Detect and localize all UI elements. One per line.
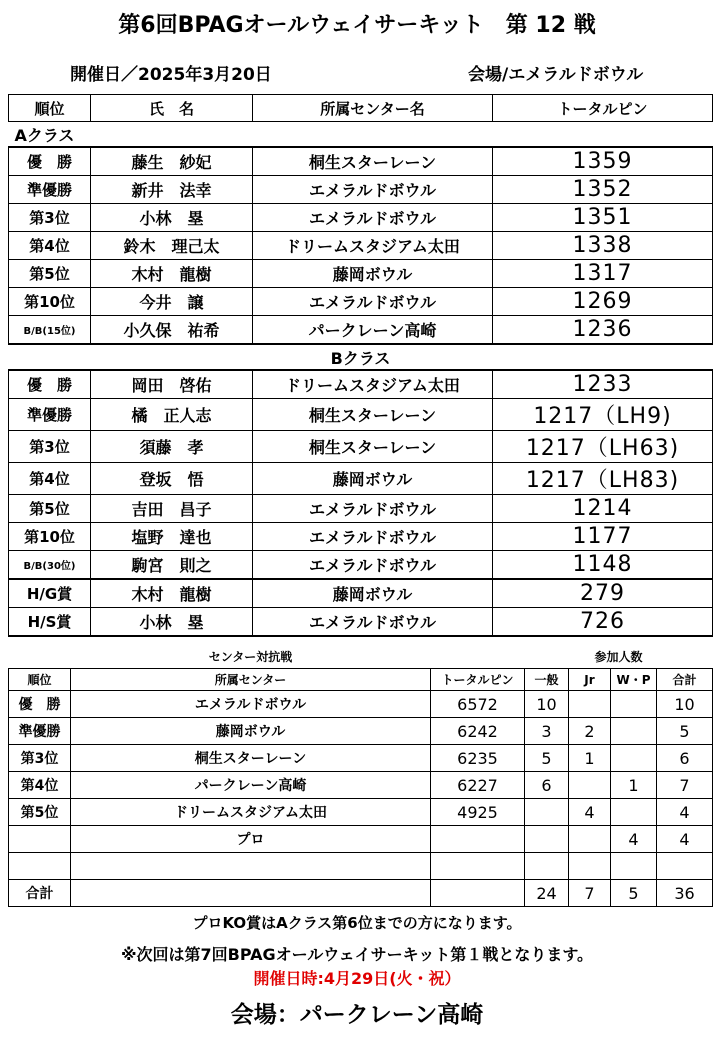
team-total-cell [657, 853, 713, 880]
team-pins-cell: 4925 [431, 799, 525, 826]
result-row [9, 431, 713, 463]
team-general-cell: 5 [525, 745, 569, 772]
participants-title: 参加人数 [594, 649, 643, 664]
class-a-rows [9, 147, 713, 344]
center-cell: パークレーン高崎 [253, 316, 493, 345]
team-jr-cell: 2 [569, 718, 611, 745]
name-cell: 小林 塁 [91, 204, 253, 232]
team-jr-cell: 1 [569, 745, 611, 772]
result-row [9, 495, 713, 523]
team-table [8, 644, 713, 907]
pins-cell: 279 [493, 579, 713, 608]
team-col-jr: Jr [569, 669, 611, 691]
team-rows [9, 691, 713, 907]
team-rank-cell: 第4位 [9, 772, 71, 799]
team-center-cell: エメラルドボウル [71, 691, 431, 718]
center-cell: エメラルドボウル [253, 204, 493, 232]
team-pins-cell: 6242 [431, 718, 525, 745]
rank-cell: 第3位 [9, 431, 91, 463]
team-center-cell [71, 853, 431, 880]
pins-cell: 1217（LH63) [493, 431, 713, 463]
results-table [8, 94, 713, 637]
team-wp-cell [611, 718, 657, 745]
team-total-cell: 4 [657, 826, 713, 853]
center-cell: ドリームスタジアム太田 [253, 232, 493, 260]
result-row [9, 523, 713, 551]
result-row [9, 204, 713, 232]
team-rank-cell: 第3位 [9, 745, 71, 772]
center-cell: エメラルドボウル [253, 176, 493, 204]
team-jr-cell [569, 826, 611, 853]
team-wp-cell [611, 799, 657, 826]
team-total-cell: 7 [657, 772, 713, 799]
pins-cell: 1317 [493, 260, 713, 288]
team-row [9, 826, 713, 853]
next-event-note: ※次回は第7回BPAGオールウェイサーキット第１戦となります。 [120, 945, 594, 964]
team-row [9, 772, 713, 799]
team-general-cell [525, 826, 569, 853]
class-b-rows [9, 370, 713, 579]
rank-cell: 第5位 [9, 260, 91, 288]
team-row [9, 745, 713, 772]
team-wp-cell: 4 [611, 826, 657, 853]
team-general-cell [525, 799, 569, 826]
col-center-header: 所属センター名 [253, 95, 493, 122]
event-venue: 会場/エメラルドボウル [468, 65, 644, 85]
team-col-total: 合計 [657, 669, 713, 691]
pins-cell: 1338 [493, 232, 713, 260]
name-cell: 今井 譲 [91, 288, 253, 316]
center-cell: 藤岡ボウル [253, 579, 493, 608]
rank-cell: H/S賞 [9, 608, 91, 637]
team-general-cell: 24 [525, 880, 569, 907]
center-cell: 桐生スターレーン [253, 431, 493, 463]
class-b-label: Bクラス [330, 348, 391, 368]
team-header-row [9, 669, 713, 691]
team-center-cell: 桐生スターレーン [71, 745, 431, 772]
next-event-venue: 会場：パークレーン高崎 [230, 1002, 484, 1028]
center-cell: 桐生スターレーン [253, 399, 493, 431]
result-row [9, 176, 713, 204]
team-jr-cell [569, 772, 611, 799]
team-pins-cell: 6227 [431, 772, 525, 799]
result-row [9, 551, 713, 580]
team-wp-cell [611, 691, 657, 718]
team-rank-cell: 優 勝 [9, 691, 71, 718]
center-cell: エメラルドボウル [253, 495, 493, 523]
pins-cell: 1177 [493, 523, 713, 551]
pins-cell: 726 [493, 608, 713, 637]
center-cell: 藤岡ボウル [253, 463, 493, 495]
team-rank-cell [9, 853, 71, 880]
team-total-cell: 10 [657, 691, 713, 718]
team-rank-cell: 合計 [9, 880, 71, 907]
name-cell: 小久保 祐希 [91, 316, 253, 345]
rank-cell: B/B(30位) [9, 551, 91, 580]
name-cell: 登坂 悟 [91, 463, 253, 495]
rank-cell: 第4位 [9, 232, 91, 260]
prize-note: プロKO賞はAクラス第6位までの方になります。 [192, 914, 522, 932]
team-col-center: 所属センター [71, 669, 431, 691]
team-jr-cell [569, 691, 611, 718]
pins-cell: 1233 [493, 370, 713, 399]
team-center-cell: ドリームスタジアム太田 [71, 799, 431, 826]
rank-cell: 第3位 [9, 204, 91, 232]
center-cell: エメラルドボウル [253, 551, 493, 580]
center-cell: エメラルドボウル [253, 608, 493, 637]
pins-cell: 1217（LH83) [493, 463, 713, 495]
team-row [9, 691, 713, 718]
name-cell: 鈴木 理己太 [91, 232, 253, 260]
result-row [9, 260, 713, 288]
pins-cell: 1236 [493, 316, 713, 345]
name-cell: 新井 法幸 [91, 176, 253, 204]
team-pins-cell [431, 826, 525, 853]
team-center-cell: パークレーン高崎 [71, 772, 431, 799]
name-cell: 吉田 昌子 [91, 495, 253, 523]
name-cell: 駒宮 則之 [91, 551, 253, 580]
result-row [9, 608, 713, 637]
result-row [9, 370, 713, 399]
name-cell: 藤生 紗妃 [91, 147, 253, 176]
class-a-label: Aクラス [14, 125, 75, 145]
page-title: 第6回BPAGオールウェイサーキット 第 12 戦 [118, 13, 596, 38]
center-cell: 藤岡ボウル [253, 260, 493, 288]
rank-cell: 第4位 [9, 463, 91, 495]
name-cell: 塩野 達也 [91, 523, 253, 551]
team-center-cell [71, 880, 431, 907]
team-rank-cell [9, 826, 71, 853]
team-jr-cell: 4 [569, 799, 611, 826]
team-pins-cell: 6572 [431, 691, 525, 718]
col-pins-header: トータルピン [493, 95, 713, 122]
name-cell: 岡田 啓佑 [91, 370, 253, 399]
pins-cell: 1214 [493, 495, 713, 523]
team-pins-cell: 6235 [431, 745, 525, 772]
team-col-rank: 順位 [9, 669, 71, 691]
pins-cell: 1148 [493, 551, 713, 580]
team-wp-cell [611, 745, 657, 772]
name-cell: 木村 龍樹 [91, 260, 253, 288]
team-col-pins: トータルピン [431, 669, 525, 691]
team-rank-cell: 第5位 [9, 799, 71, 826]
team-general-cell: 10 [525, 691, 569, 718]
col-rank-header: 順位 [9, 95, 91, 122]
team-center-cell: プロ [71, 826, 431, 853]
result-row [9, 288, 713, 316]
rank-cell: 優 勝 [9, 147, 91, 176]
name-cell: 小林 塁 [91, 608, 253, 637]
center-cell: エメラルドボウル [253, 523, 493, 551]
center-cell: エメラルドボウル [253, 288, 493, 316]
name-cell: 須藤 孝 [91, 431, 253, 463]
rank-cell: 第10位 [9, 288, 91, 316]
team-row [9, 853, 713, 880]
team-general-cell [525, 853, 569, 880]
next-event-date: 開催日時:4月29日(火・祝） [253, 969, 461, 988]
result-row [9, 232, 713, 260]
results-header-row [9, 95, 713, 122]
rank-cell: 準優勝 [9, 399, 91, 431]
result-row [9, 463, 713, 495]
team-pins-cell [431, 880, 525, 907]
team-row [9, 880, 713, 907]
team-total-cell: 36 [657, 880, 713, 907]
team-pins-cell [431, 853, 525, 880]
team-jr-cell [569, 853, 611, 880]
rank-cell: 優 勝 [9, 370, 91, 399]
col-name-header: 氏 名 [91, 95, 253, 122]
team-rank-cell: 準優勝 [9, 718, 71, 745]
team-row [9, 718, 713, 745]
team-general-cell: 3 [525, 718, 569, 745]
pins-cell: 1359 [493, 147, 713, 176]
result-row [9, 399, 713, 431]
result-row [9, 147, 713, 176]
award-rows [9, 579, 713, 636]
pins-cell: 1269 [493, 288, 713, 316]
pins-cell: 1352 [493, 176, 713, 204]
team-col-general: 一般 [525, 669, 569, 691]
team-wp-cell [611, 853, 657, 880]
team-general-cell: 6 [525, 772, 569, 799]
event-date: 開催日／2025年3月20日 [70, 65, 272, 85]
team-center-cell: 藤岡ボウル [71, 718, 431, 745]
team-total-cell: 4 [657, 799, 713, 826]
center-cell: ドリームスタジアム太田 [253, 370, 493, 399]
result-row [9, 316, 713, 345]
team-wp-cell: 1 [611, 772, 657, 799]
rank-cell: 準優勝 [9, 176, 91, 204]
team-jr-cell: 7 [569, 880, 611, 907]
name-cell: 木村 龍樹 [91, 579, 253, 608]
team-title: センター対抗戦 [208, 649, 293, 664]
team-col-wp: W・P [611, 669, 657, 691]
pins-cell: 1217（LH9) [493, 399, 713, 431]
result-row [9, 579, 713, 608]
center-cell: 桐生スターレーン [253, 147, 493, 176]
team-total-cell: 6 [657, 745, 713, 772]
name-cell: 橘 正人志 [91, 399, 253, 431]
rank-cell: 第5位 [9, 495, 91, 523]
rank-cell: 第10位 [9, 523, 91, 551]
pins-cell: 1351 [493, 204, 713, 232]
team-total-cell: 5 [657, 718, 713, 745]
team-row [9, 799, 713, 826]
rank-cell: H/G賞 [9, 579, 91, 608]
team-wp-cell: 5 [611, 880, 657, 907]
rank-cell: B/B(15位) [9, 316, 91, 345]
